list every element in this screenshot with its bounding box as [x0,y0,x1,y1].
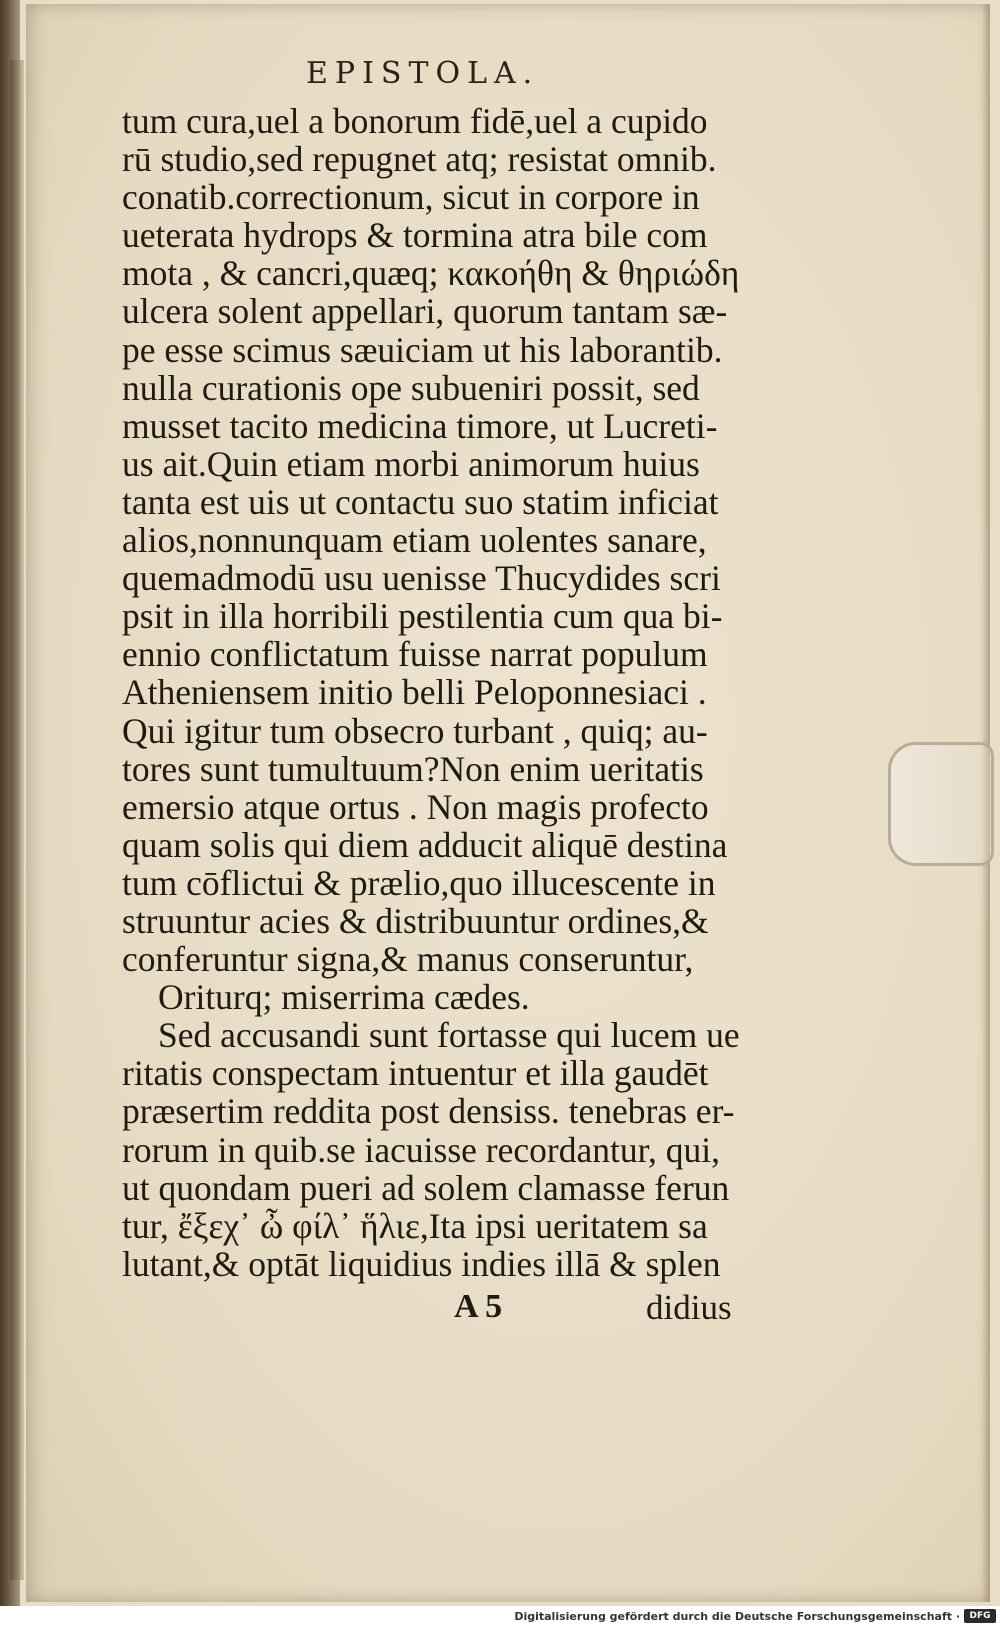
digitization-credit: Digitalisierung gefördert durch die Deutsche Forschungsgemeinschaft · [514,1610,960,1623]
text-line: quam solis qui diem adducit aliquē destina [122,824,728,865]
text-line: ut quondam pueri ad solem clamasse ferun [122,1167,730,1208]
text-line: mota , & cancri,quæq; κακοήθη & θηριώδη [122,253,740,294]
text-line: tanta est uis ut contactu suo statim inficiat [122,481,719,522]
text-line: alios,nonnunquam etiam uolentes sanare, [122,520,707,561]
text-line: rorum in quib.se iacuisse recordantur, qui, [122,1129,720,1170]
text-line: Atheniensem initio belli Peloponnesiaci . [122,672,707,713]
text-block [122,102,772,1283]
text-line: pe esse scimus sæuiciam ut his laborantib. [122,329,723,370]
text-line: emersio atque ortus . Non magis profecto [122,786,709,827]
text-line: præsertim reddita post densiss. tenebras er- [122,1091,735,1132]
text-line: tur, ἔξεχ᾽ ὦ φίλ᾽ ἥλιε,Ita ipsi ueritatem sa [122,1205,708,1246]
text-line: tores sunt tumultuum?Non enim ueritatis [122,748,704,789]
text-line-indented: Oriturq; miserrima cædes. [158,977,530,1018]
text-line: ritatis conspectam intuentur et illa gaudēt [122,1053,709,1094]
text-line: Qui igitur tum obsecro turbant , quiq; au- [122,710,708,751]
book-page [26,4,990,1602]
text-line: tum cōflictui & prælio,quo illucescente in [122,862,716,903]
binding-strip [10,60,24,1580]
text-line: musset tacito medicina timore, ut Lucreti- [122,405,718,446]
text-line: tum cura,uel a bonorum fidē,uel a cupido [122,101,708,141]
paragraph-start-line: Sed accusandi sunt fortasse qui lucem ue [158,1015,740,1056]
text-line: conferuntur signa,& manus conseruntur, [122,939,694,980]
text-line: conatib.correctionum, sicut in corpore in [122,177,700,218]
text-line: us ait.Quin etiam morbi animorum huius [122,443,700,484]
text-line: struuntur acies & distribuuntur ordines,& [122,900,709,941]
page-clip [888,742,994,866]
text-line: quemadmodū usu uenisse Thucydides scri [122,558,721,599]
running-head: EPISTOLA. [306,56,540,91]
signature-mark: A 5 [454,1288,503,1325]
text-line: psit in illa horribili pestilentia cum qua bi- [122,596,723,637]
catchword: didius [646,1288,732,1327]
text-line: rū studio,sed repugnet atq; resistat omnib. [122,139,717,180]
text-line: ueterata hydrops & tormina atra bile com [122,215,708,256]
dfg-logo: DFG [964,1609,996,1623]
text-line: lutant,& optāt liquidius indies illā & splen [122,1243,721,1284]
text-line: nulla curationis ope subueniri possit, sed [122,367,700,408]
text-line: ennio conflictatum fuisse narrat populum [122,634,708,675]
text-line: ulcera solent appellari, quorum tantam sæ- [122,291,728,332]
